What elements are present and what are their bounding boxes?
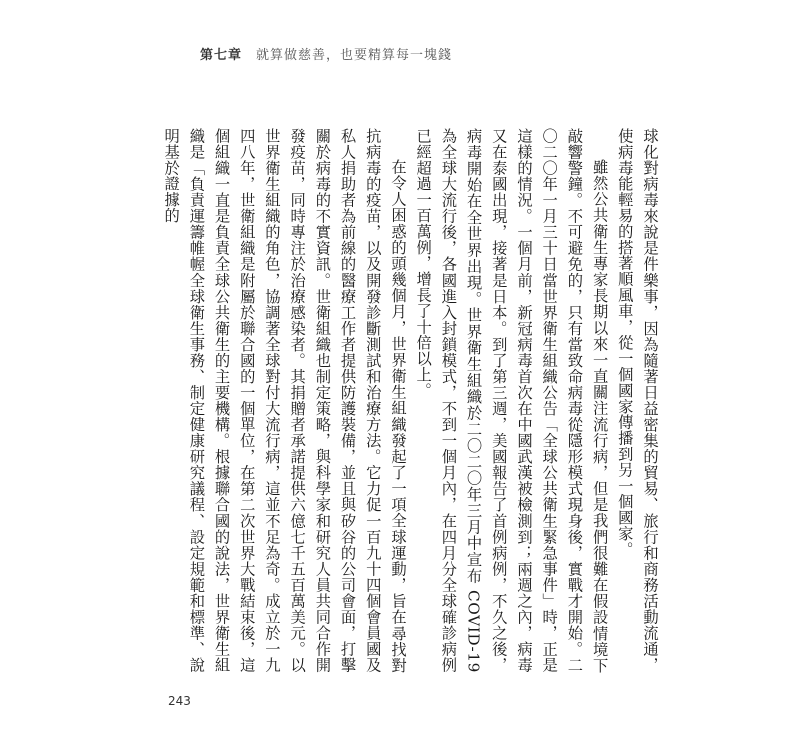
chapter-title: 就算做慈善，也要精算每一塊錢 [256, 48, 453, 63]
paragraph: 在令人困惑的頭幾個月，世界衛生組織發起了一項全球運動，旨在尋找對抗病毒的疫苗，以及開發診斷測試和治療方法。它力促一百九十四個會員國及私人捐助者為前線的醫療工作者提供防護裝備，並且與矽谷的公司會面，打擊關於病毒的不實資訊。世衛組織也制定策略，與科學家和研究人員共同合作開發疫苗，同時專注於治療感染者。其捐贈者承諾提供六億七千五百萬美元。以世界衛生組織的角色，協調著全球對付大流行病，這並不足為奇。成立於一九四八年，世衛組織是附屬於聯合國的一個單位，在第二次世界大戰結束後，這個組織一直是負責全球公共衛生的主要機構。根據聯合國的說法，世界衛生組織是「負責運籌帷幄全球衛生事務、制定健康研究議程、設定規範和標準、說明基於證據的 [162, 128, 407, 673]
running-header [200, 44, 452, 66]
paragraph: 雖然公共衛生專家長期以來一直關注流行病，但是我們很難在假設情境下敲響警鐘。不可避免的，只有當致命病毒從隱形模式現身後，實戰才開始。二〇二〇年一月三十日當世界衛生組織公告「全球公共衛生緊急事件」時，正是這樣的情況。一個月前，新冠病毒首次在中國武漢被檢測到；兩週之內，病毒又在泰國出現，接著是日本。到了第三週，美國報告了首例病例，不久之後，病毒開始在全世界出現。世界衛生組織於二〇二〇年三月中宣布 COVID-19 為全球大流行後，各國進入封鎖模式，不到一個月內，在四月分全球確診病例已經超過一百萬例，增長了十倍以上。 [414, 128, 609, 673]
vertical-body-text [162, 128, 662, 673]
page-number: 243 [168, 694, 191, 708]
chapter-number: 第七章 [200, 48, 243, 63]
paragraph-continued: 球化對病毒來說是件樂事，因為隨著日益密集的貿易、旅行和商務活動流通，使病毒能輕易的搭著順風車，從一個國家傳播到另一個國家。 [615, 128, 659, 673]
